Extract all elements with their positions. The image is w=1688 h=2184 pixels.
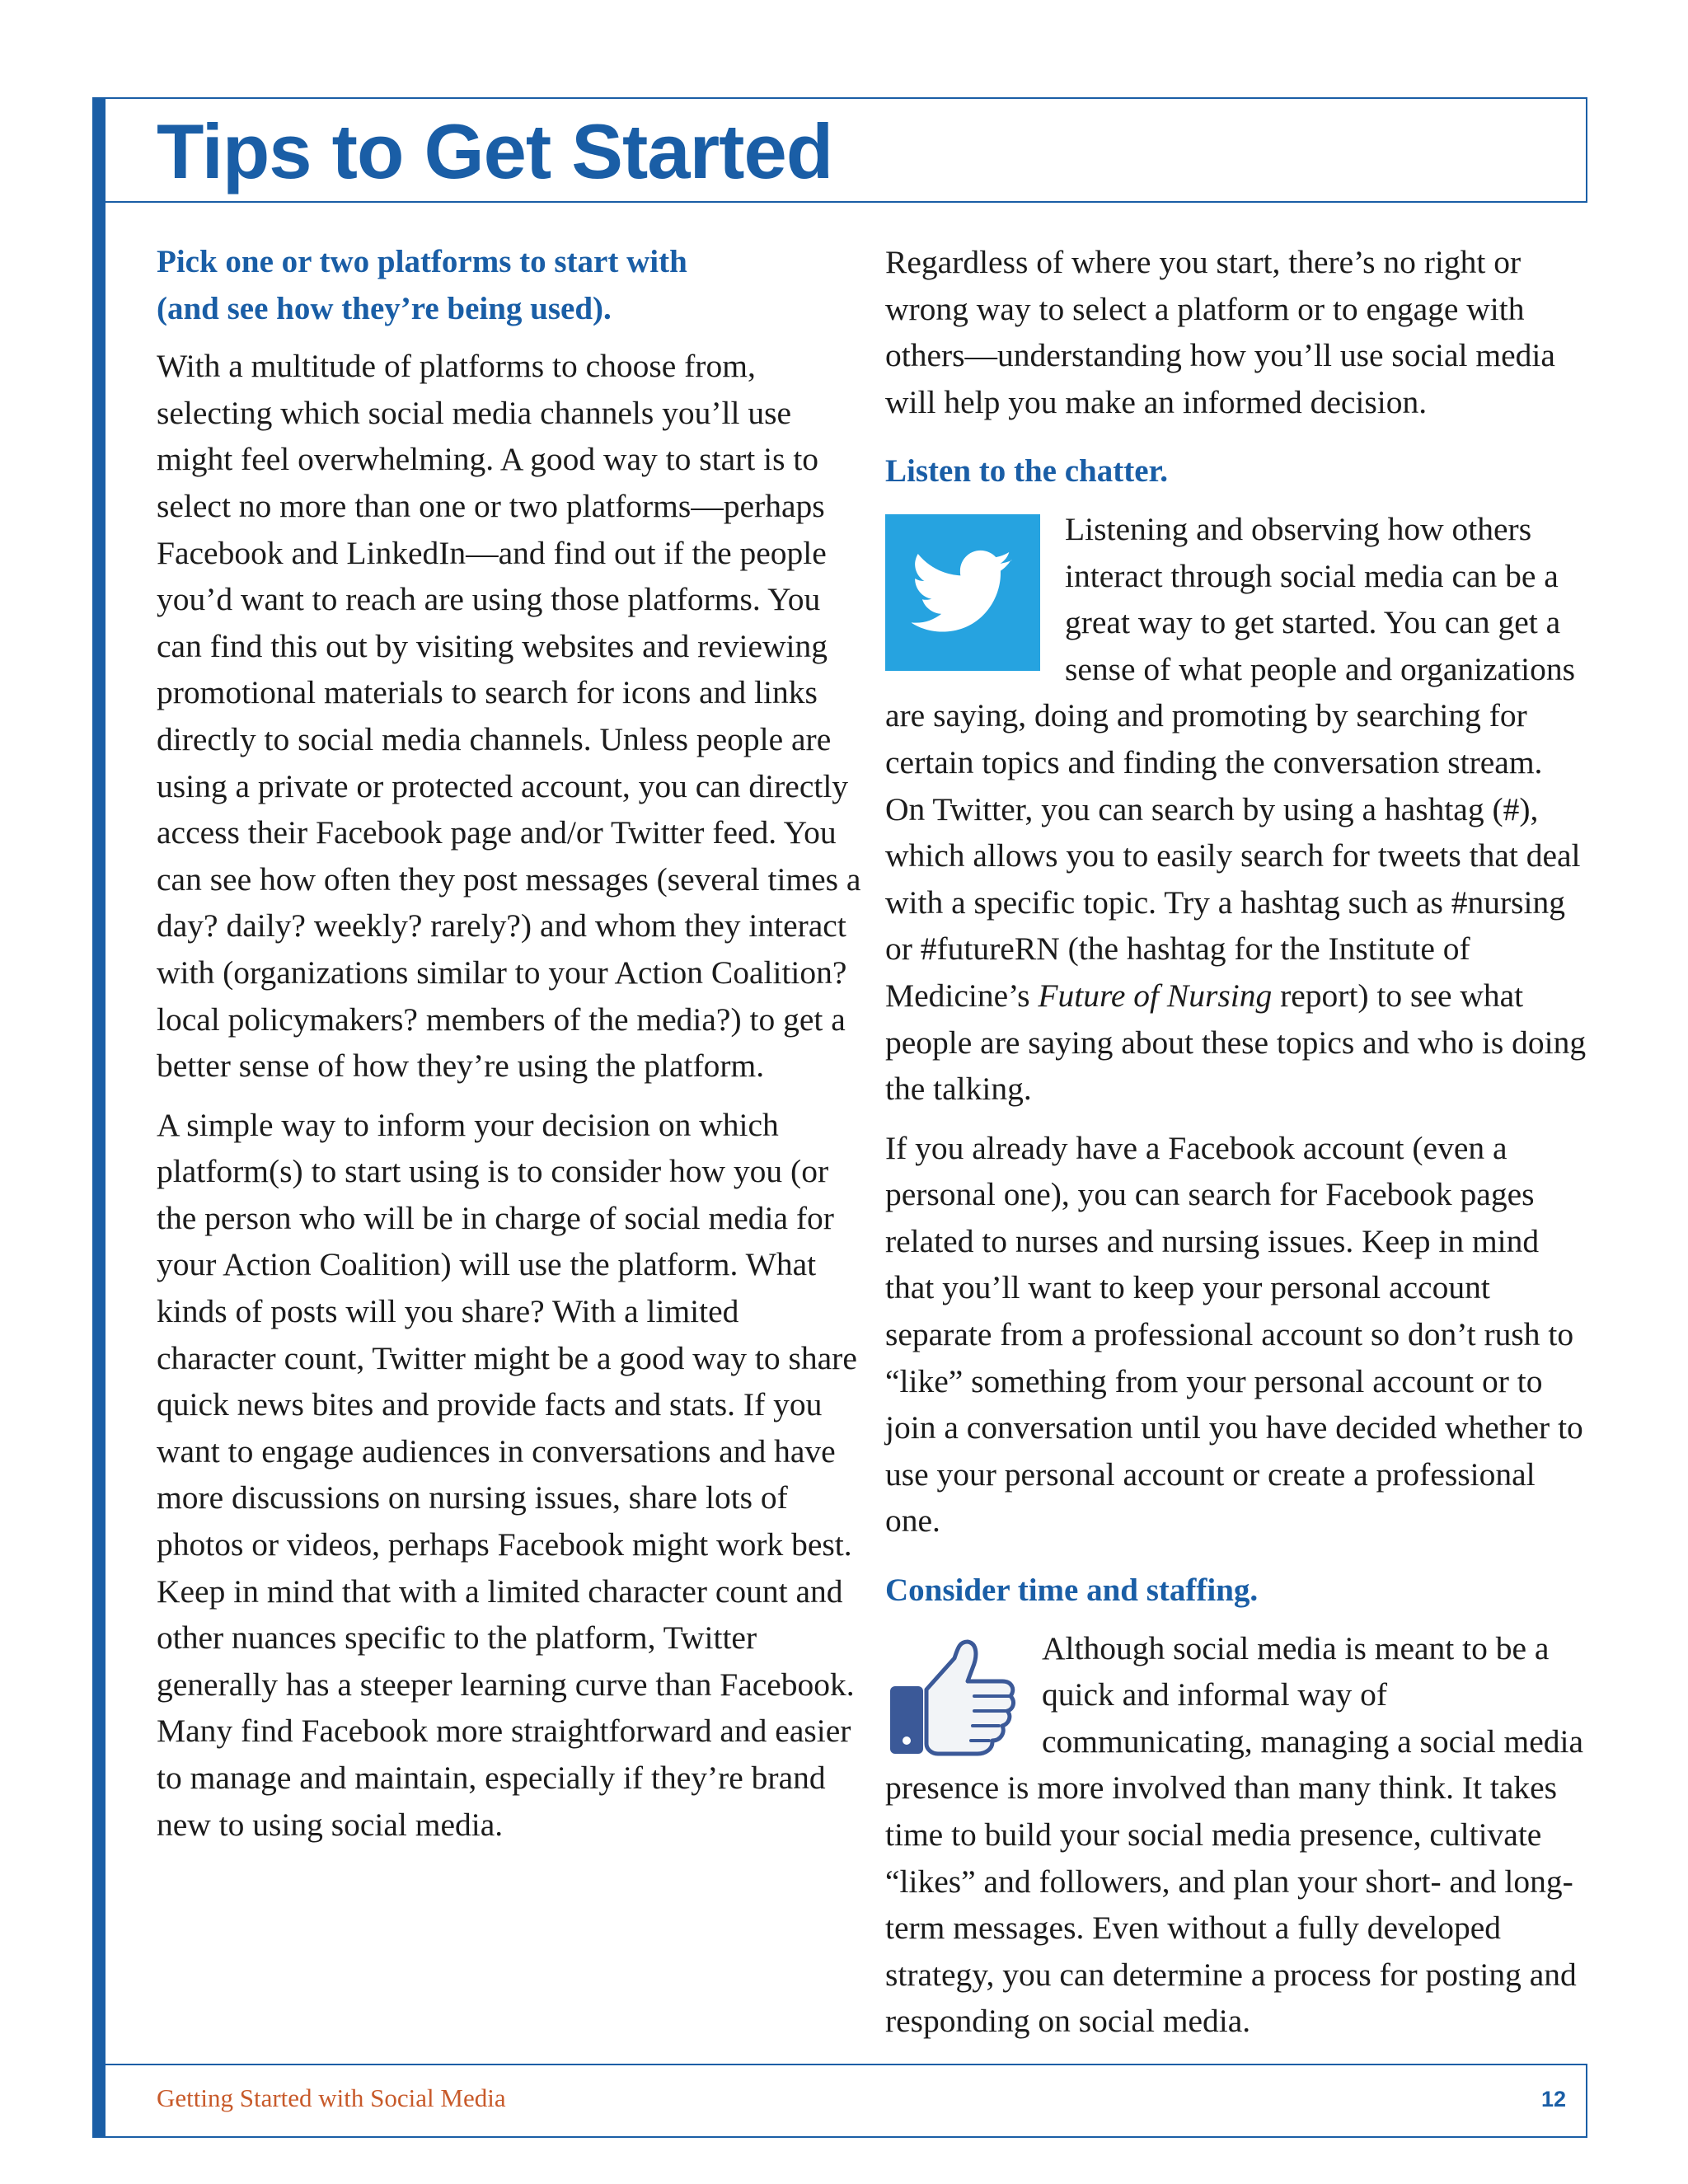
listen-paragraph-part2: report) to see what people are saying about these topics and who is doing the talking. <box>885 977 1587 1108</box>
like-icon <box>885 1638 1017 1758</box>
listen-heading: Listen to the chatter. <box>885 453 1169 490</box>
footer-text: Getting Started with Social Media <box>157 2083 506 2112</box>
title-box <box>106 97 1587 203</box>
right-column <box>885 239 1587 2057</box>
platforms-paragraph-1: With a multitude of platforms to choose from, selecting which social media channels you’ll use might feel overwhelming. A good way to start is to select no more than one or two platforms—perhaps Facebook and LinkedIn—and find out if the people you’d want to reach are using those platforms. You can find this out by visiting websites and reviewing promotional materials to search for icons and links directly to social media channels. Unless people are using a private or protected account, you can directly access their Facebook page and/or Twitter feed. You can see how often they post messages (several times a day? daily? weekly? rarely?) and whom they interact with (organizations similar to your Action Coalition? local policymakers? members of the media?) to get a better sense of how they’re using the platform. <box>157 348 861 1085</box>
left-column <box>157 239 861 1860</box>
platforms-heading-line2: (and see how they’re being used). <box>157 290 612 326</box>
listen-paragraph-italic: Future of Nursing <box>1038 977 1273 1014</box>
twitter-icon <box>885 514 1040 671</box>
platforms-heading-line1: Pick one or two platforms to start with <box>157 244 687 279</box>
intro-paragraph: Regardless of where you start, there’s no right or wrong way to select a platform or to engage with others—understanding how you’ll use social media will help you make an informed decision. <box>885 244 1555 420</box>
facebook-paragraph: If you already have a Facebook account (even a personal one), you can search for Facebook pages related to nurses and nursing issues. Keep in mind that you’ll want to keep your personal account separate from a professional account so don’t rush to “like” something from your personal account or to join a conversation until you have decided whether to use your personal account or create a professional one. <box>885 1129 1583 1540</box>
thumbs-up-like-icon <box>885 1638 1017 1758</box>
platforms-heading <box>157 239 861 332</box>
footer <box>106 2064 1587 2138</box>
page-number: 12 <box>1540 2087 1566 2111</box>
listen-paragraph-part1: Listening and observing how others interact through social media can be a great way to get started. You can get a sense of what people and organizations are saying, doing and promoting by searching for certain topics and finding the conversation stream. On Twitter, you can search by using a hashtag (#), which allows you to easily search for tweets that deal with a specific topic. Try a hashtag such as #nursing or #futureRN (the hashtag for the Institute of Medicine’s <box>885 510 1581 1014</box>
time-paragraph: Although social media is meant to be a quick and informal way of communicating, managing a social media presence is more involved than many think. It takes time to build your social media presence, cultivate “likes” and followers, and plan your short- and long-term messages. Even without a fully developed strategy, you can determine a process for posting and responding on social media. <box>885 1629 1584 2040</box>
platforms-paragraph-2: A simple way to inform your decision on which platform(s) to start using is to consider how you (or the person who will be in charge of social media for your Action Coalition) will use the platform. What kinds of posts will you share? With a limited character count, Twitter might be a good way to share quick news bites and provide facts and stats. If you want to engage audiences in conversations and have more discussions on nursing issues, share lots of photos or videos, perhaps Facebook might work best. Keep in mind that with a limited character count and other nuances specific to the platform, Twitter generally has a steeper learning curve than Facebook. Many find Facebook more straightforward and easier to manage and maintain, especially if they’re brand new to using social media. <box>157 1106 857 1843</box>
time-heading: Consider time and staffing. <box>885 1572 1259 1609</box>
left-accent-bar <box>92 97 106 2138</box>
page-title: Tips to Get Started <box>157 108 833 194</box>
twitter-bird-icon <box>912 550 1014 635</box>
